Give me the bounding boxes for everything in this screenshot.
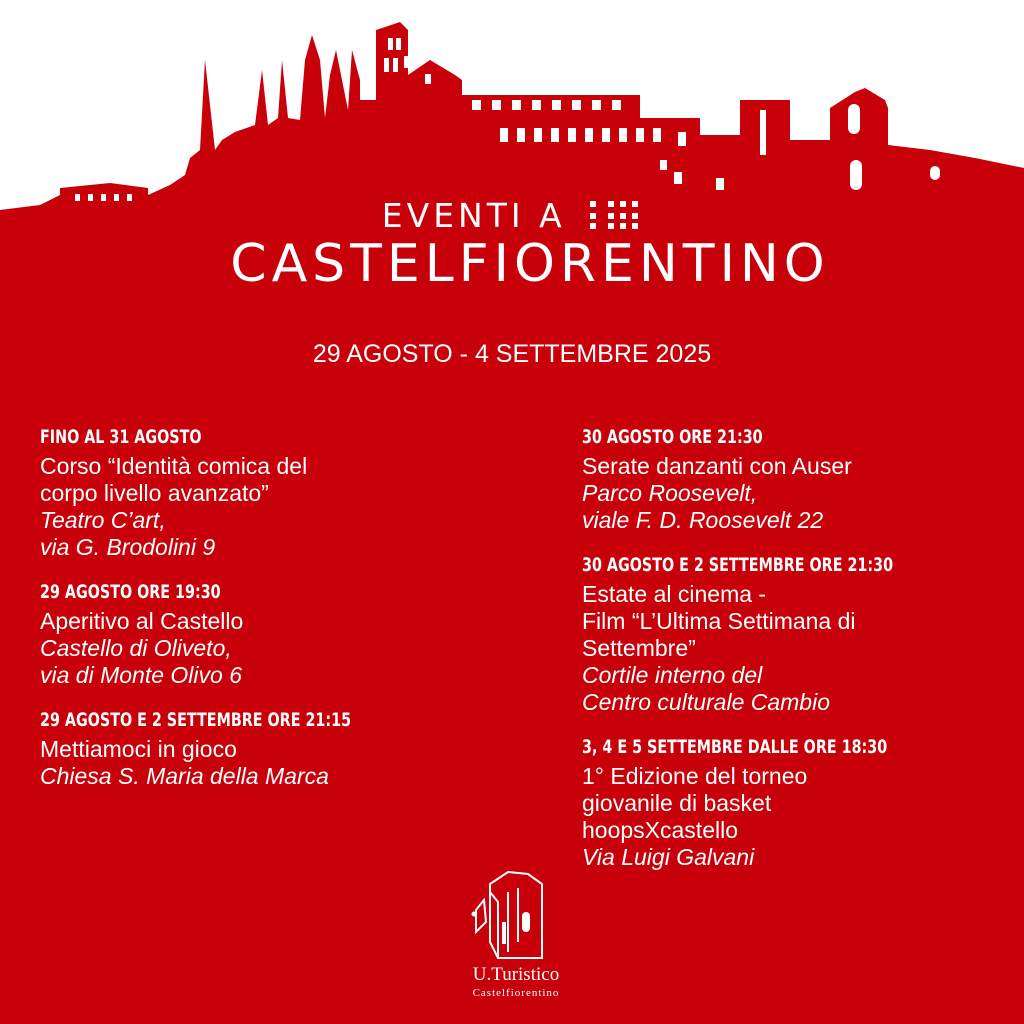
event-item xyxy=(40,581,510,689)
event-item xyxy=(582,426,1012,534)
event-title: giovanile di basket xyxy=(582,790,772,816)
event-address: via di Monte Olivo 6 xyxy=(40,662,242,688)
event-date: 30 AGOSTO ORE 21:30 xyxy=(582,427,763,448)
event-title: Settembre” xyxy=(582,635,696,661)
event-title: corpo livello avanzato” xyxy=(40,480,269,506)
date-range: 29 AGOSTO - 4 SETTEMBRE 2025 xyxy=(312,340,712,368)
event-venue: Chiesa S. Maria della Marca xyxy=(40,763,329,789)
event-date: 29 AGOSTO E 2 SETTEMBRE ORE 21:15 xyxy=(40,710,352,731)
event-venue: Parco Roosevelt, xyxy=(582,480,758,506)
title-events-text: EVENTI A xyxy=(381,196,566,235)
right-events-column xyxy=(582,426,1012,891)
event-venue: Cortile interno del xyxy=(582,662,763,688)
event-date: 29 AGOSTO ORE 19:30 xyxy=(40,582,221,603)
event-title: Estate al cinema - xyxy=(582,581,767,607)
event-venue: Via Luigi Galvani xyxy=(582,844,755,870)
tourist-office-logo xyxy=(446,862,586,1002)
event-date: 3, 4 E 5 SETTEMBRE DALLE ORE 18:30 xyxy=(582,737,888,758)
event-item xyxy=(582,554,1012,716)
event-address: viale F. D. Roosevelt 22 xyxy=(582,507,824,533)
title-town-name: CASTELFIORENTINO xyxy=(230,234,830,294)
logo-subtitle: Castelfiorentino xyxy=(472,987,560,999)
event-title: 1° Edizione del torneo xyxy=(582,763,808,789)
event-date: 30 AGOSTO E 2 SETTEMBRE ORE 21:30 xyxy=(582,555,894,576)
event-venue: Castello di Oliveto, xyxy=(40,635,232,661)
event-title: Film “L’Ultima Settimana di xyxy=(582,608,856,634)
event-item xyxy=(40,709,510,790)
event-date: FINO AL 31 AGOSTO xyxy=(40,427,202,448)
event-item xyxy=(582,736,1012,871)
event-title: Mettiamoci in gioco xyxy=(40,736,237,762)
title-line-events xyxy=(0,196,1024,237)
event-item xyxy=(40,426,510,561)
left-events-column xyxy=(40,426,510,810)
event-title: Corso “Identità comica del xyxy=(40,453,308,479)
window-grid-icon xyxy=(590,198,642,237)
tower-logo-icon xyxy=(446,862,586,962)
event-venue: Teatro C’art, xyxy=(40,507,166,533)
logo-name: U.Turistico xyxy=(472,964,560,985)
event-venue: Centro culturale Cambio xyxy=(582,689,831,715)
event-title: Serate danzanti con Auser xyxy=(582,453,852,479)
event-title: hoopsXcastello xyxy=(582,817,738,843)
event-address: via G. Brodolini 9 xyxy=(40,534,216,560)
event-title: Aperitivo al Castello xyxy=(40,608,244,634)
